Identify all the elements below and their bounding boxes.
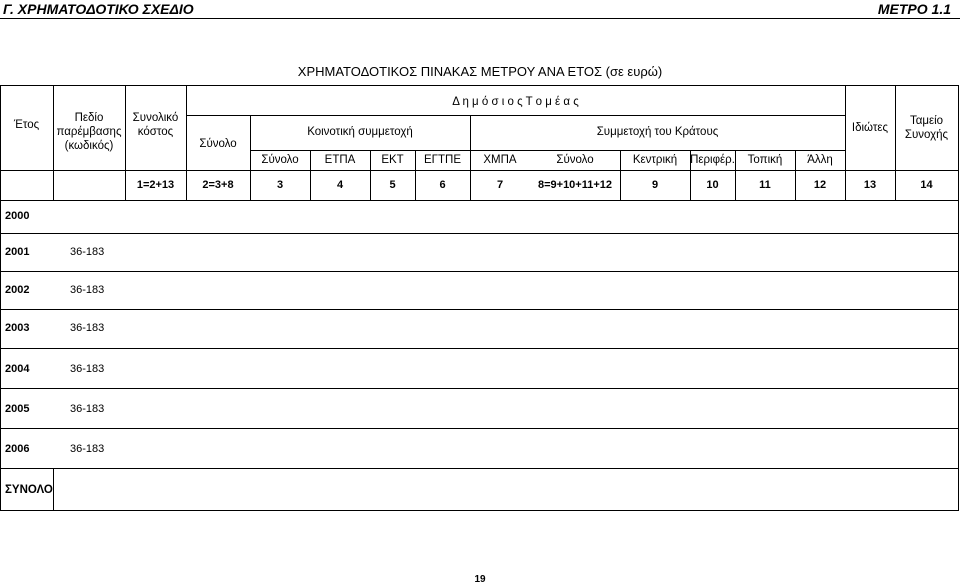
index-13: 13	[863, 179, 877, 191]
sub-ekt: ΕΚΤ	[381, 154, 404, 166]
sub-community-total: Σύνολο	[261, 154, 299, 166]
row-code: 36-183	[70, 443, 105, 455]
sub-local: Τοπική	[747, 154, 783, 166]
sub-etpa: ΕΤΠΑ	[324, 154, 356, 166]
sub-egtpe: ΕΓΤΠΕ	[423, 154, 461, 166]
sub-state-total: Σύνολο	[556, 154, 594, 166]
row-code: 36-183	[70, 322, 105, 334]
sub-hmpa: ΧΜΠΑ	[483, 154, 517, 166]
index-2: 2=3+8	[202, 179, 234, 191]
header-rule	[0, 18, 960, 19]
col-state: Συμμετοχή του Κράτους	[596, 126, 719, 138]
row-year: 2000	[5, 210, 30, 222]
index-3: 3	[276, 179, 284, 191]
row-year: 2003	[5, 322, 30, 334]
row-year: 2006	[5, 443, 30, 455]
sub-central: Κεντρική	[632, 154, 678, 166]
index-6: 6	[439, 179, 446, 191]
row-year: 2001	[5, 246, 30, 258]
row-year: 2002	[5, 284, 30, 296]
col-community: Κοινοτική συμμετοχή	[307, 126, 413, 138]
row-code: 36-183	[70, 246, 105, 258]
index-5: 5	[389, 179, 396, 191]
col-total-cost: Συνολικό κόστος	[132, 112, 179, 138]
index-12: 12	[813, 179, 827, 191]
sub-regional: Περιφέρ.	[690, 154, 735, 166]
col-public-total: Σύνολο	[199, 138, 237, 150]
page-number: 19	[474, 574, 486, 585]
row-code: 36-183	[70, 363, 105, 375]
row-year: 2004	[5, 363, 30, 375]
index-10: 10	[706, 179, 719, 191]
col-year: Έτος	[13, 119, 40, 131]
table-title: ΧΡΗΜΑΤΟΔΟΤΙΚΟΣ ΠΙΝΑΚΑΣ ΜΕΤΡΟΥ ΑΝΑ ΕΤΟΣ (σε ευρώ)	[297, 64, 663, 79]
col-field: Πεδίο παρέμβασης (κωδικός)	[56, 112, 122, 152]
row-code: 36-183	[70, 403, 105, 415]
sub-other: Άλλη	[807, 154, 833, 166]
index-7: 7	[496, 179, 504, 191]
row-code: 36-183	[70, 284, 105, 296]
index-14: 14	[920, 179, 933, 191]
index-1: 1=2+13	[136, 179, 175, 191]
row-year: 2005	[5, 403, 30, 415]
col-public-sector: Δ η μ ό σ ι ο ς Τ ο μ έ α ς	[452, 96, 579, 108]
row-year: ΣΥΝΟΛΟ	[5, 484, 53, 496]
index-9: 9	[651, 179, 659, 191]
index-11: 11	[759, 179, 771, 191]
index-8: 8=9+10+11+12	[537, 179, 613, 191]
document-section-header: Γ. ΧΡΗΜΑΤΟΔΟΤΙΚΟ ΣΧΕΔΙΟ	[3, 1, 194, 17]
col-private: Ιδιώτες	[851, 122, 889, 134]
index-4: 4	[336, 179, 344, 191]
measure-label: ΜΕΤΡΟ 1.1	[877, 1, 951, 17]
col-cohesion: Ταμείο Συνοχής	[904, 115, 949, 141]
